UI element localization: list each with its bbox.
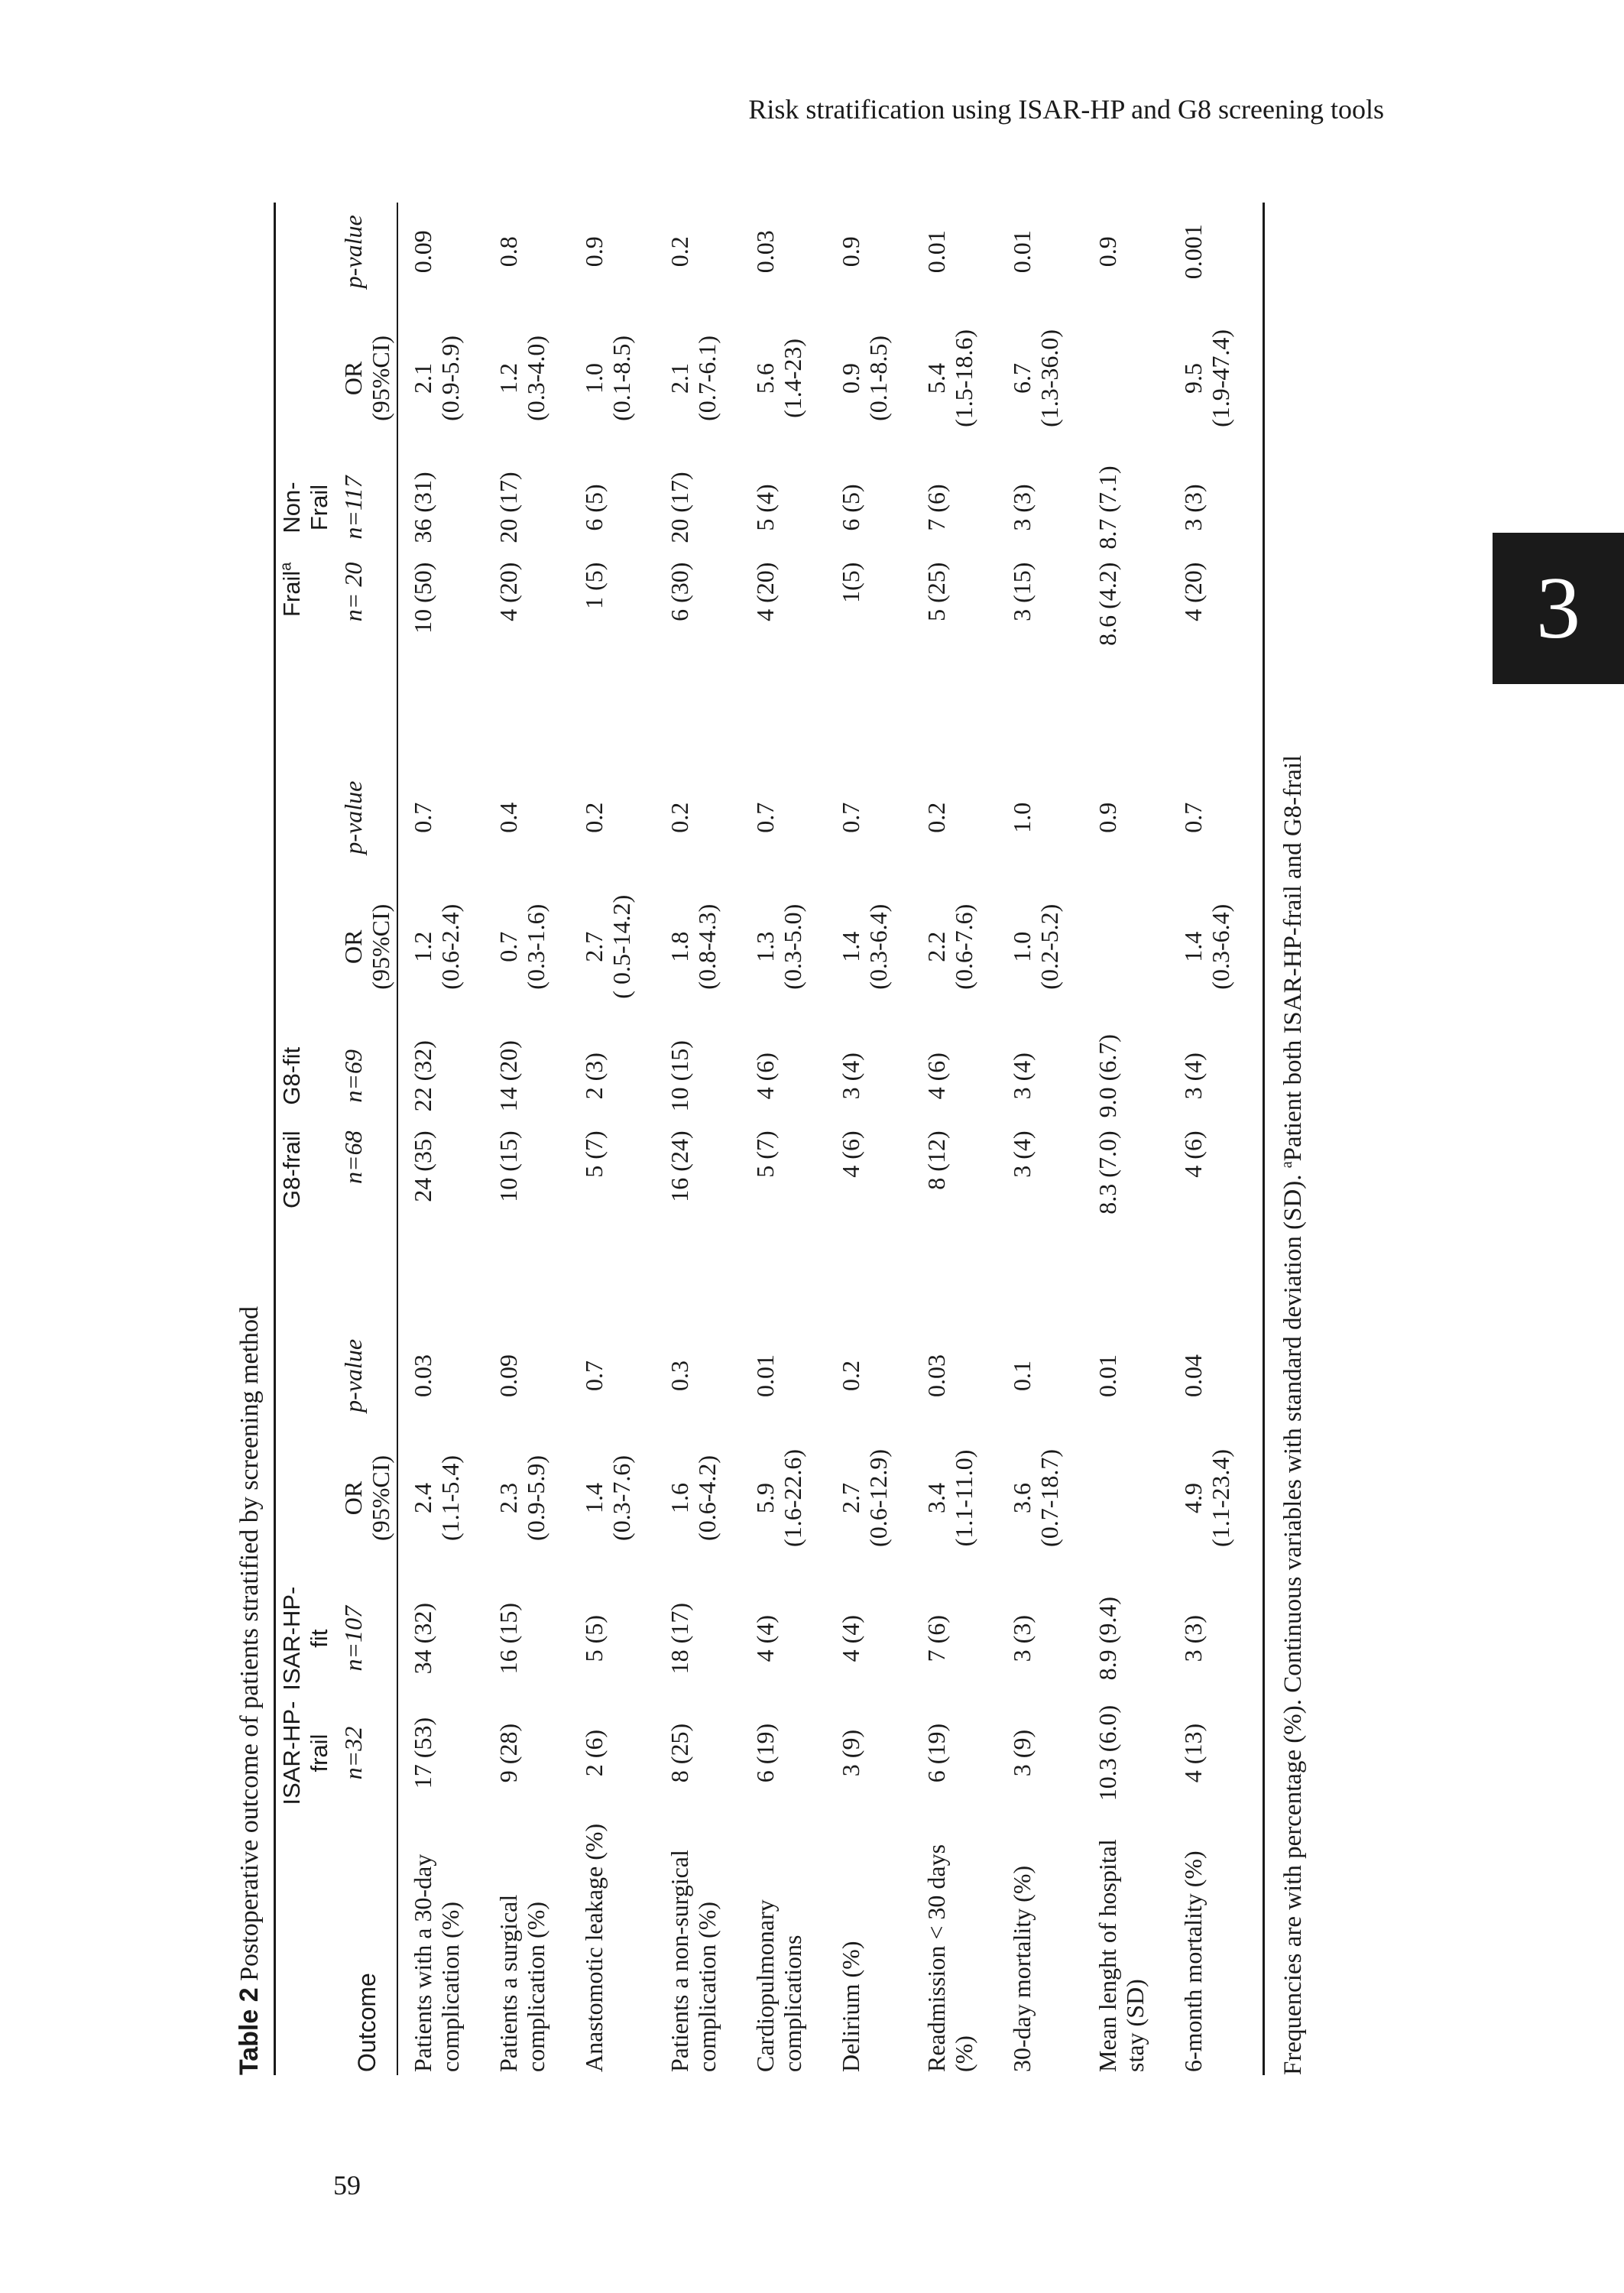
or-value: 1.2: [494, 362, 522, 394]
cell-p-isar: 0.2: [837, 1360, 864, 1391]
cell-or-g8: [1006, 869, 1091, 1024]
table-row: [1006, 203, 1091, 2075]
cell-p-combined: 0.03: [751, 230, 779, 274]
cell-or-isar: [749, 1417, 835, 1579]
ci-value: (1.1-11.0): [950, 1449, 977, 1547]
group-g8-fit: G8-fit: [278, 1046, 305, 1105]
ci-value: (0.3-4.0): [522, 335, 549, 421]
cell-p-combined: 0.01: [1008, 230, 1036, 274]
cell-g8-frail: 8.3 (7.0): [1094, 1130, 1121, 1215]
cell-p-combined: 0.001: [1179, 224, 1207, 280]
group-frail-sup: a: [277, 562, 295, 571]
cell-isar-fit: 8.9 (9.4): [1094, 1597, 1121, 1681]
cell-g8-frail: 8 (12): [922, 1130, 950, 1190]
p-header-combined: p-value: [337, 203, 397, 301]
cell-frail: 10 (50): [409, 562, 436, 634]
page-number: 59: [333, 2170, 361, 2201]
or-value: 2.2: [922, 931, 950, 962]
cell-or-g8: [578, 869, 663, 1024]
group-isar-fit: ISAR-HP-fit: [278, 1586, 332, 1691]
table-row: [578, 203, 663, 2075]
or-value: 1.4: [580, 1482, 608, 1513]
cell-p-combined: 0.9: [837, 236, 864, 268]
table-row: [920, 203, 1006, 2075]
or-header-combined: [337, 301, 397, 456]
cell-nonfrail: 6 (5): [580, 484, 608, 531]
cell-or-combined: [920, 301, 1006, 456]
cell-or-combined: [492, 301, 578, 456]
cell-frail: 6 (30): [666, 562, 693, 621]
or-value: 3.4: [922, 1482, 950, 1513]
cell-isar-fit: 18 (17): [666, 1603, 693, 1675]
cell-isar-frail: 3 (9): [837, 1729, 864, 1777]
row-label: Cardiopulmonary complications: [751, 1899, 806, 2072]
or-value: 1.4: [1179, 931, 1207, 962]
cell-isar-fit: 3 (3): [1008, 1615, 1036, 1662]
running-header: Risk stratification using ISAR-HP and G8 screening tools: [748, 94, 1384, 125]
ci-value: (0.3-7.6): [608, 1455, 635, 1541]
outcome-table: [274, 203, 1265, 2075]
n-g8-fit: n=69: [337, 1024, 397, 1127]
cell-frail: 1 (5): [580, 562, 608, 609]
cell-frail: 4 (20): [751, 562, 779, 621]
ci-value: (0.6-7.6): [950, 903, 977, 990]
cell-or-isar: [397, 1417, 492, 1579]
cell-g8-fit: 4 (6): [751, 1052, 779, 1100]
table-row: [663, 203, 749, 2075]
cell-frail: 3 (15): [1008, 562, 1036, 621]
ci-value: (1.6-22.6): [779, 1448, 806, 1547]
cell-g8-frail: 10 (15): [494, 1130, 522, 1202]
ci-value: (0.3-6.4): [1207, 903, 1234, 990]
or-value: 1.8: [666, 931, 693, 962]
ci-value: (0.6-12.9): [864, 1448, 892, 1547]
ci-value: (0.2-5.2): [1036, 903, 1063, 990]
cell-p-g8: 0.7: [1179, 802, 1207, 833]
cell-nonfrail: 6 (5): [837, 484, 864, 531]
ci-value: (1.4-23): [779, 338, 806, 418]
ci-value: (0.6-4.2): [693, 1455, 721, 1541]
outcome-header: Outcome: [337, 1808, 397, 2075]
cell-p-isar: 0.7: [580, 1360, 608, 1391]
cell-p-combined: 0.9: [580, 236, 608, 268]
table-row: [749, 203, 835, 2075]
cell-p-g8: 0.7: [409, 802, 436, 833]
n-isar-frail: n=32: [337, 1698, 397, 1808]
or-value: 5.4: [922, 362, 950, 394]
cell-g8-frail: 4 (6): [837, 1130, 864, 1178]
cell-or-g8: [835, 869, 920, 1024]
or-value: 1.4: [837, 931, 864, 962]
cell-or-isar: [835, 1417, 920, 1579]
cell-p-combined: 0.8: [494, 236, 522, 268]
footnote-tail: Patient both ISAR-HP-frail and G8-frail: [1279, 754, 1307, 1162]
row-label: 30-day mortality (%): [1008, 1865, 1036, 2072]
cell-frail: 8.6 (4.2): [1094, 562, 1121, 646]
cell-or-combined: [578, 301, 663, 456]
cell-frail: 1(5): [837, 562, 864, 603]
n-nonfrail: n=117: [337, 456, 397, 559]
cell-frail: 4 (20): [494, 562, 522, 621]
cell-p-combined: 0.09: [409, 230, 436, 274]
cell-p-g8: 0.7: [837, 802, 864, 833]
or-label: OR: [339, 929, 367, 964]
cell-p-isar: 0.04: [1179, 1354, 1207, 1397]
cell-or-isar: [1006, 1417, 1091, 1579]
table-footnote: [1277, 210, 1309, 2075]
row-label: Patients a surgical complication (%): [494, 1894, 549, 2072]
cell-g8-fit: 2 (3): [580, 1052, 608, 1100]
cell-p-g8: 0.2: [922, 802, 950, 833]
table-caption-text: Postoperative outcome of patients stratified by screening method: [235, 1306, 264, 1988]
cell-p-g8: 0.2: [666, 802, 693, 833]
or-value: 1.2: [409, 931, 436, 962]
cell-p-g8: 0.7: [751, 802, 779, 833]
table-row: [397, 203, 492, 2075]
cell-p-combined: 0.01: [922, 230, 950, 274]
ci-label: (95%CI): [367, 1455, 394, 1541]
cell-p-isar: 0.01: [1094, 1354, 1121, 1397]
cell-g8-frail: 3 (4): [1008, 1130, 1036, 1178]
or-value: 6.7: [1008, 362, 1036, 394]
cell-p-isar: 0.09: [494, 1354, 522, 1397]
or-value: 9.5: [1179, 362, 1207, 394]
table-row: [492, 203, 578, 2075]
ci-value: (0.9-5.9): [436, 335, 464, 421]
or-label: OR: [339, 1481, 367, 1516]
group-nonfrail: Non-Frail: [278, 482, 332, 534]
cell-g8-frail: 5 (7): [751, 1130, 779, 1178]
or-value: 5.6: [751, 362, 779, 394]
row-label: Mean lenght of hospital stay (SD): [1094, 1839, 1149, 2072]
ci-value: (1.1-5.4): [436, 1455, 464, 1541]
or-value: 2.7: [837, 1482, 864, 1513]
cell-nonfrail: 7 (6): [922, 484, 950, 531]
cell-nonfrail: 36 (31): [409, 472, 436, 543]
or-value: 1.6: [666, 1482, 693, 1513]
cell-isar-frail: 3 (9): [1008, 1729, 1036, 1777]
cell-p-g8: 0.4: [494, 802, 522, 833]
blank-header: [275, 1808, 338, 2075]
row-label: Delirium (%): [837, 1941, 864, 2072]
cell-g8-fit: 3 (4): [837, 1052, 864, 1100]
cell-or-g8: [1091, 869, 1177, 1024]
cell-or-combined: [1177, 301, 1264, 456]
table-row: [1091, 203, 1177, 2075]
ci-value: (0.8-4.3): [693, 903, 721, 990]
or-value: 3.6: [1008, 1482, 1036, 1513]
cell-or-g8: [749, 869, 835, 1024]
cell-or-g8: [492, 869, 578, 1024]
row-label: Readmission < 30 days (%): [922, 1844, 977, 2072]
or-value: 2.3: [494, 1482, 522, 1513]
cell-or-g8: [920, 869, 1006, 1024]
cell-isar-fit: 7 (6): [922, 1615, 950, 1662]
cell-p-g8: 0.9: [1094, 802, 1121, 833]
ci-value: (0.1-8.5): [864, 335, 892, 421]
cell-or-isar: [920, 1417, 1006, 1579]
row-label: 6-month mortality (%): [1179, 1850, 1207, 2072]
ci-value: (0.6-2.4): [436, 903, 464, 990]
cell-g8-frail: 24 (35): [409, 1130, 436, 1202]
cell-isar-frail: 9 (28): [494, 1723, 522, 1783]
cell-or-combined: [663, 301, 749, 456]
ci-label: (95%CI): [367, 903, 394, 990]
cell-or-isar: [1091, 1417, 1177, 1579]
cell-or-g8: [663, 869, 749, 1024]
cell-or-isar: [492, 1417, 578, 1579]
cell-isar-frail: 6 (19): [922, 1723, 950, 1783]
p-header-g8: p-value: [337, 766, 397, 869]
ci-value: (0.3-6.4): [864, 903, 892, 990]
ci-value: (1.1-23.4): [1207, 1448, 1234, 1547]
row-label: Patients with a 30-day complication (%): [409, 1854, 464, 2072]
or-value: 1.3: [751, 931, 779, 962]
cell-g8-frail: 16 (24): [666, 1130, 693, 1202]
ci-value: (0.7-6.1): [693, 335, 721, 421]
group-g8-frail: G8-frail: [278, 1130, 305, 1209]
cell-nonfrail: 3 (3): [1008, 484, 1036, 531]
ci-value: (0.9-5.9): [522, 1455, 549, 1541]
row-label: Anastomotic leakage (%): [580, 1823, 608, 2072]
cell-or-g8: [1177, 869, 1264, 1024]
or-value: 2.1: [409, 362, 436, 394]
cell-nonfrail: 20 (17): [666, 472, 693, 543]
cell-or-isar: [578, 1417, 663, 1579]
row-label: Patients a non-surgical complication (%): [666, 1850, 721, 2072]
cell-p-isar: 0.1: [1008, 1360, 1036, 1391]
cell-g8-fit: 22 (32): [409, 1040, 436, 1112]
cell-nonfrail: 8.7 (7.1): [1094, 465, 1121, 550]
ci-value: (1.5-18.6): [950, 329, 977, 427]
cell-or-combined: [1006, 301, 1091, 456]
or-value: 4.9: [1179, 1482, 1207, 1513]
n-isar-fit: n=107: [337, 1579, 397, 1698]
cell-g8-fit: 9.0 (6.7): [1094, 1034, 1121, 1118]
cell-g8-fit: 4 (6): [922, 1052, 950, 1100]
cell-p-combined: 0.2: [666, 236, 693, 268]
cell-isar-fit: 4 (4): [751, 1615, 779, 1662]
cell-g8-fit: 10 (15): [666, 1040, 693, 1112]
or-value: 0.9: [837, 362, 864, 394]
table-caption-label: Table 2: [235, 1987, 264, 2075]
group-isar-frail: ISAR-HP-frail: [278, 1701, 332, 1805]
group-header-row: [275, 203, 338, 2075]
table-row: [1177, 203, 1264, 2075]
footnote-sup: a: [1279, 1161, 1295, 1169]
table-caption: [232, 210, 266, 2075]
cell-or-g8: [397, 869, 492, 1024]
rotated-table-block: [232, 210, 1307, 2075]
cell-nonfrail: 5 (4): [751, 484, 779, 531]
cell-p-g8: 1.0: [1008, 802, 1036, 833]
ci-value: ( 0.5-14.2): [608, 894, 635, 999]
cell-p-g8: 0.2: [580, 802, 608, 833]
cell-isar-frail: 2 (6): [580, 1729, 608, 1777]
cell-or-isar: [1177, 1417, 1264, 1579]
or-value: 5.9: [751, 1482, 779, 1513]
cell-p-combined: 0.9: [1094, 236, 1121, 268]
group-frail: [275, 559, 338, 766]
cell-isar-fit: 4 (4): [837, 1615, 864, 1662]
cell-p-isar: 0.3: [666, 1360, 693, 1391]
ci-value: (1.9-47.4): [1207, 329, 1234, 427]
cell-g8-frail: 5 (7): [580, 1130, 608, 1178]
or-value: 1.0: [580, 362, 608, 394]
cell-or-combined: [835, 301, 920, 456]
cell-isar-fit: 5 (5): [580, 1615, 608, 1662]
cell-frail: 5 (25): [922, 562, 950, 621]
cell-isar-fit: 16 (15): [494, 1603, 522, 1675]
ci-value: (0.3-1.6): [522, 903, 549, 990]
cell-nonfrail: 20 (17): [494, 472, 522, 543]
cell-isar-fit: 3 (3): [1179, 1615, 1207, 1662]
p-header-isar: p-value: [337, 1335, 397, 1417]
cell-isar-fit: 34 (32): [409, 1603, 436, 1675]
chapter-tab: 3: [1493, 533, 1624, 684]
cell-or-combined: [749, 301, 835, 456]
or-header-g8: [337, 869, 397, 1024]
or-value: 2.7: [580, 931, 608, 962]
cell-or-combined: [397, 301, 492, 456]
or-value: 1.0: [1008, 931, 1036, 962]
cell-frail: 4 (20): [1179, 562, 1207, 621]
cell-or-isar: [663, 1417, 749, 1579]
cell-isar-frail: 10.3 (6.0): [1094, 1704, 1121, 1802]
cell-isar-frail: 4 (13): [1179, 1723, 1207, 1783]
n-g8-frail: n=68: [337, 1127, 397, 1334]
ci-value: (0.7-18.7): [1036, 1448, 1063, 1547]
cell-g8-fit: 3 (4): [1179, 1052, 1207, 1100]
or-value: 0.7: [494, 931, 522, 962]
group-frail-label: Frail: [278, 570, 305, 617]
ci-value: (0.1-8.5): [608, 335, 635, 421]
or-value: 2.1: [666, 362, 693, 394]
cell-p-isar: 0.03: [409, 1354, 436, 1397]
or-value: 2.4: [409, 1482, 436, 1513]
footnote-main: Frequencies are with percentage (%). Continuous variables with standard deviation (SD).: [1279, 1168, 1307, 2075]
cell-g8-frail: 4 (6): [1179, 1130, 1207, 1178]
ci-value: (1.3-36.0): [1036, 329, 1063, 427]
ci-value: (0.3-5.0): [779, 903, 806, 990]
cell-g8-fit: 3 (4): [1008, 1052, 1036, 1100]
table-body: [397, 203, 1264, 2075]
or-label: OR: [339, 361, 367, 396]
cell-or-combined: [1091, 301, 1177, 456]
table-row: [835, 203, 920, 2075]
cell-isar-frail: 8 (25): [666, 1723, 693, 1783]
ci-label: (95%CI): [367, 335, 394, 421]
cell-nonfrail: 3 (3): [1179, 484, 1207, 531]
n-frail: n= 20: [337, 559, 397, 766]
subheader-row: [337, 203, 397, 2075]
cell-p-isar: 0.03: [922, 1354, 950, 1397]
cell-g8-fit: 14 (20): [494, 1040, 522, 1112]
or-header-isar: [337, 1417, 397, 1579]
cell-isar-frail: 17 (53): [409, 1717, 436, 1789]
cell-isar-frail: 6 (19): [751, 1723, 779, 1783]
cell-p-isar: 0.01: [751, 1354, 779, 1397]
